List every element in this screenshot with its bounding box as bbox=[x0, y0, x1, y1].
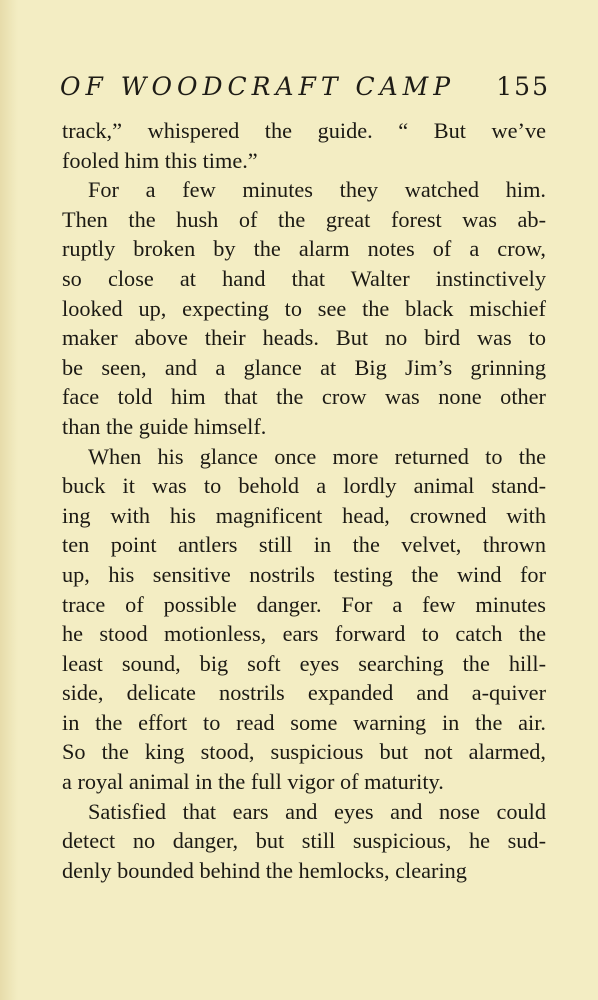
text-line: buck it was to behold a lordly animal stand- bbox=[62, 473, 546, 499]
text-line: least sound, big soft eyes searching the hill- bbox=[62, 650, 546, 676]
text-line: ruptly broken by the alarm notes of a crow, bbox=[62, 236, 546, 262]
page-number: 155 bbox=[496, 72, 550, 101]
text-line: So the king stood, suspicious but not alarmed, bbox=[62, 739, 546, 765]
text-line: be seen, and a glance at Big Jim’s grinning bbox=[62, 354, 546, 380]
text-line: so close at hand that Walter instinctively bbox=[62, 265, 546, 291]
text-line: up, his sensitive nostrils testing the wind for bbox=[62, 561, 546, 587]
text-line: For a few minutes they watched him. bbox=[88, 177, 546, 203]
text-line: than the guide himself. bbox=[62, 413, 267, 439]
text-line: trace of possible danger. For a few minutes bbox=[62, 591, 546, 617]
text-line: looked up, expecting to see the black mischief bbox=[62, 295, 546, 321]
paragraph bbox=[62, 442, 546, 797]
paragraph bbox=[62, 175, 546, 441]
running-head bbox=[60, 72, 550, 106]
body-text bbox=[62, 116, 546, 885]
paragraph bbox=[62, 797, 546, 886]
text-line: in the effort to read some warning in the air. bbox=[62, 709, 546, 735]
text-line: Then the hush of the great forest was ab- bbox=[62, 206, 546, 232]
text-line: detect no danger, but still suspicious, he sud- bbox=[62, 828, 546, 854]
text-line: ten point antlers still in the velvet, thrown bbox=[62, 532, 546, 558]
text-line: he stood motionless, ears forward to catch the bbox=[62, 621, 546, 647]
text-line: When his glance once more returned to the bbox=[88, 443, 546, 469]
text-line: Satisfied that ears and eyes and nose could bbox=[88, 798, 546, 824]
paragraph bbox=[62, 116, 546, 175]
text-line: maker above their heads. But no bird was to bbox=[62, 325, 546, 351]
text-line: face told him that the crow was none other bbox=[62, 384, 546, 410]
text-line: fooled him this time.” bbox=[62, 147, 258, 173]
text-line: denly bounded behind the hemlocks, clearing bbox=[62, 857, 467, 883]
text-line: ing with his magnificent head, crowned with bbox=[62, 502, 546, 528]
text-line: track,” whispered the guide. “ But we’ve bbox=[62, 118, 546, 143]
text-line: a royal animal in the full vigor of maturity. bbox=[62, 769, 444, 795]
running-head-title: OF WOODCRAFT CAMP bbox=[60, 72, 456, 101]
text-line: side, delicate nostrils expanded and a-quiver bbox=[62, 680, 546, 706]
